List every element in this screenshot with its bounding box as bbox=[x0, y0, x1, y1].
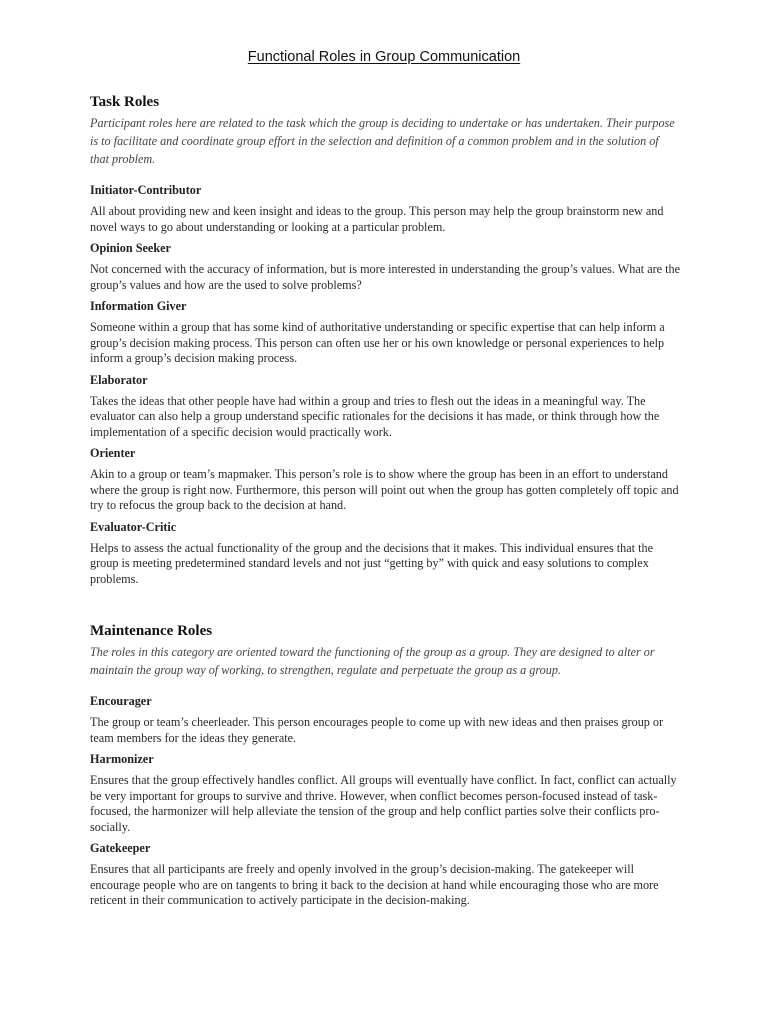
role-description: The group or team’s cheerleader. This person encourages people to come up with new ideas and then praises group or team members for the ideas they generate. bbox=[90, 715, 664, 745]
role-title: Evaluator-Critic bbox=[90, 519, 177, 534]
role-initiator-contributor bbox=[90, 182, 680, 235]
role-title: Gatekeeper bbox=[90, 841, 151, 855]
role-harmonizer bbox=[90, 751, 680, 835]
role-title: Harmonizer bbox=[90, 752, 154, 766]
role-description: Akin to a group or team’s mapmaker. This person’s role is to show where the group has been in an effort to understand where the group is right now. Furthermore, this person will point out when the group has gotten completely off topic and try to refocus the group back to the decision at hand. bbox=[90, 467, 679, 512]
task-roles-heading: Task Roles bbox=[90, 94, 160, 110]
role-encourager bbox=[90, 693, 680, 746]
role-description: Ensures that all participants are freely and openly involved in the group’s decision-making. The gatekeeper will encourage people who are on tangents to bring it back to the decision at hand while encouraging those who are more reticent in their communication to actively participate in the decision-making. bbox=[90, 862, 659, 907]
maintenance-roles-section bbox=[90, 621, 680, 914]
role-description: Helps to assess the actual functionality of the group and the decisions that it makes. This individual ensures that the group is meeting predetermined standard levels and not just “getting by” with quick and easy solutions to complex problems. bbox=[90, 540, 653, 586]
role-description: Not concerned with the accuracy of information, but is more interested in understanding the group’s values. What are the group’s values and how are the used to solve problems? bbox=[90, 262, 681, 292]
role-title: Information Giver bbox=[90, 299, 187, 313]
role-description: All about providing new and keen insight and ideas to the group. This person may help the group brainstorm new and novel ways to go about understanding or looking at a particular problem. bbox=[90, 204, 664, 234]
role-title: Elaborator bbox=[90, 372, 148, 387]
maintenance-roles-heading: Maintenance Roles bbox=[90, 623, 213, 639]
role-opinion-seeker bbox=[90, 240, 680, 293]
role-orienter bbox=[90, 445, 680, 514]
role-description: Takes the ideas that other people have had within a group and tries to flesh out the ideas in a meaningful way. The evaluator can also help a group understand specific rationales for the decisions it has made, or think through how the implementation of a specific decision would practically work. bbox=[90, 393, 660, 439]
role-title: Orienter bbox=[90, 446, 136, 460]
task-roles-section bbox=[90, 92, 680, 592]
role-gatekeeper bbox=[90, 840, 680, 909]
task-roles-intro: Participant roles here are related to the task which the group is deciding to undertake or has undertaken. Their purpose is to facilitate and coordinate group effort in the selection and definition of a common problem and in the solution of that problem. bbox=[90, 116, 675, 166]
maintenance-roles-intro: The roles in this category are oriented toward the functioning of the group as a group. They are designed to alter or maintain the group way of working, to strengthen, regulate and perpetuate the group as a group. bbox=[90, 645, 655, 677]
role-title: Initiator-Contributor bbox=[90, 183, 202, 197]
role-description: Ensures that the group effectively handles conflict. All groups will eventually have conflict. In fact, conflict can actually be very important for groups to survive and thrive. However, when conflict becomes person-focused instead of task-focused, the harmonizer will help alleviate the tension of the group and help conflict parties solve their conflicts pro-socially. bbox=[90, 773, 677, 834]
role-description: Someone within a group that has some kind of authoritative understanding or specific expertise that can help inform a group’s decision making process. This person can often use her or his own knowledge or personal experiences to help inform a group’s decision making process. bbox=[90, 320, 665, 365]
role-information-giver bbox=[90, 298, 680, 367]
role-elaborator bbox=[90, 372, 680, 441]
role-title: Opinion Seeker bbox=[90, 241, 171, 255]
document-title: Functional Roles in Group Communication bbox=[247, 49, 521, 65]
role-title: Encourager bbox=[90, 694, 152, 708]
role-evaluator-critic bbox=[90, 519, 680, 588]
